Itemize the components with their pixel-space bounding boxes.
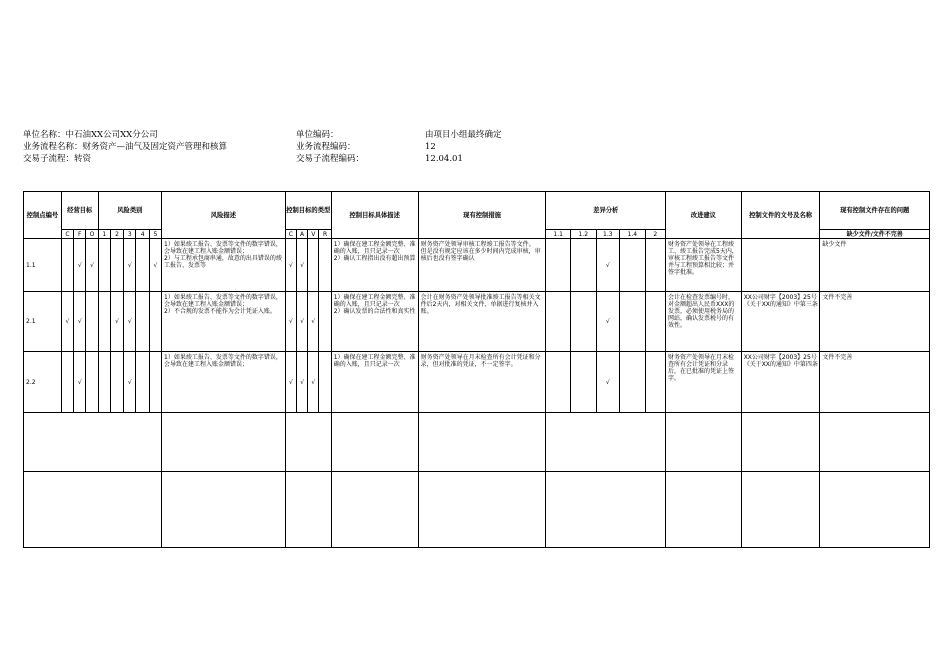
docs-cell	[741, 239, 820, 292]
ctype-check: √	[308, 292, 319, 352]
col-control-point: 控制点编号	[24, 192, 62, 239]
goal-desc-cell: 1）确保在建工程金额完整、准确的入账，且只记录一次	[331, 352, 418, 413]
sub-gap-1-2: 1.2	[570, 230, 596, 239]
risk-check	[149, 352, 161, 413]
empty-cell	[666, 472, 742, 548]
ctype-check: √	[296, 239, 307, 292]
measures-cell: 财务资产处领导在月末检查所有会计凭证和分录，但对批准的凭证，不一定签字。	[418, 352, 546, 413]
empty-cell	[331, 472, 418, 548]
sub-ctype-c: C	[285, 230, 296, 239]
unit-code-value: 由项目小组最终确定	[425, 130, 502, 140]
empty-cell	[741, 472, 820, 548]
goal-check	[61, 239, 73, 292]
goal-check	[86, 292, 98, 352]
risk-check	[98, 239, 110, 292]
issue-cell: 缺少文件	[820, 239, 930, 292]
gap-check: √	[596, 352, 620, 413]
gap-check	[546, 239, 571, 292]
unit-name: 单位名称：中石油XX公司XX分公司	[23, 130, 158, 140]
gap-check	[570, 292, 596, 352]
sub-gap-1-1: 1.1	[546, 230, 571, 239]
ctype-check: √	[285, 292, 296, 352]
risk-check	[136, 292, 149, 352]
gap-check	[645, 239, 665, 292]
risk-desc-cell: 1）如果竣工报告、发票等文件的数字错误，会导致在建工程入账金额错误；	[162, 352, 286, 413]
col-risk-type: 风险类别	[98, 192, 161, 230]
sub-goal-o: O	[86, 230, 98, 239]
gap-check	[620, 352, 646, 413]
measures-cell: 会计在财务资产处领导批准竣工报告等相关文件后2天内，对相关文件、单据进行复核并入账。	[418, 292, 546, 352]
control-matrix-table	[23, 191, 930, 548]
gap-check	[546, 352, 571, 413]
sub-ctype-v: V	[308, 230, 319, 239]
measures-cell: 财务资产处领导审核工程竣工报告等文件。 但是没有规定应该在多少时间内完成审核，审核后也没有签字确认	[418, 239, 546, 292]
gap-check: √	[596, 292, 620, 352]
sub-ctype-a: A	[296, 230, 307, 239]
empty-cell	[418, 472, 546, 548]
empty-cell	[418, 413, 546, 472]
empty-cell	[741, 413, 820, 472]
col-control-docs: 控制文件的文号及名称	[741, 192, 820, 239]
risk-check	[98, 292, 110, 352]
empty-cell	[285, 413, 331, 472]
process-name: 业务流程名称：财务资产—油气及固定资产管理和核算	[23, 142, 228, 152]
sub-risk-5: 5	[149, 230, 161, 239]
col-business-goal: 经营目标	[61, 192, 98, 230]
issue-cell: 文件不完善	[820, 352, 930, 413]
goal-check	[86, 352, 98, 413]
risk-check	[110, 239, 123, 292]
goal-check: √	[86, 239, 98, 292]
gap-check	[570, 239, 596, 292]
ctype-check: √	[308, 352, 319, 413]
gap-check	[645, 352, 665, 413]
suggestion-cell: 财务资产处领导在月末检查所有会计凭证和分录后，在已批准的凭证上签字。	[666, 352, 742, 413]
table-row	[24, 352, 930, 413]
empty-cell	[331, 413, 418, 472]
gap-check: √	[596, 239, 620, 292]
col-control-type: 控制目标的类型	[285, 192, 331, 230]
process-code-label: 业务流程编码：	[296, 142, 356, 152]
subprocess-code-label: 交易子流程编码：	[296, 154, 365, 164]
goal-desc-cell: 1）确保在建工程金额完整、准确的入账，且只记录一次 2）确认工程指出没有超出预算	[331, 239, 418, 292]
sub-ctype-r: R	[319, 230, 331, 239]
row-id: 1.1	[24, 239, 62, 292]
empty-row	[24, 472, 930, 548]
goal-check: √	[74, 292, 86, 352]
empty-cell	[162, 413, 286, 472]
risk-check	[136, 239, 149, 292]
risk-check: √	[124, 352, 136, 413]
col-doc-issues: 现有控制文件存在的问题	[820, 192, 930, 230]
empty-cell	[546, 472, 666, 548]
ctype-check: √	[285, 352, 296, 413]
goal-check: √	[74, 239, 86, 292]
risk-check	[149, 292, 161, 352]
risk-check: √	[124, 239, 136, 292]
empty-cell	[820, 472, 930, 548]
sub-gap-2: 2	[645, 230, 665, 239]
col-risk-desc: 风险描述	[162, 192, 286, 239]
empty-cell	[666, 413, 742, 472]
col-control-goal-desc: 控制目标具体描述	[331, 192, 418, 239]
empty-cell	[24, 472, 162, 548]
empty-cell	[820, 413, 930, 472]
empty-row	[24, 413, 930, 472]
col-suggestion: 改进建议	[666, 192, 742, 239]
sub-risk-2: 2	[110, 230, 123, 239]
ctype-check	[319, 352, 331, 413]
goal-desc-cell: 1）确保在建工程金额完整、准确的入账，且只记录一次 2）确认发票的合法性和真实性	[331, 292, 418, 352]
sub-gap-1-3: 1.3	[596, 230, 620, 239]
header-row	[24, 192, 930, 230]
gap-check	[645, 292, 665, 352]
gap-check	[546, 292, 571, 352]
risk-check: √	[110, 292, 123, 352]
risk-desc-cell: 1）如果竣工报告、发票等文件的数字错误，会导致在建工程入账金额错误； 2）与工程承包商串通，故意的出具错误的竣工报告、发票等	[162, 239, 286, 292]
sub-risk-1: 1	[98, 230, 110, 239]
goal-check: √	[74, 352, 86, 413]
risk-check	[98, 352, 110, 413]
ctype-check: √	[296, 292, 307, 352]
sub-doc-issue: 缺少文件/文件不完善	[820, 230, 930, 239]
subprocess-name: 交易子流程：转资	[23, 154, 92, 164]
risk-desc-cell: 1）如果竣工报告、发票等文件的数字错误，会导致在建工程入账金额错误； 2）不合规的发票不能作为会计凭证入账。	[162, 292, 286, 352]
risk-check: √	[124, 292, 136, 352]
docs-cell: XX公司财字【2003】25号《关于XX的通知》中第四条	[741, 352, 820, 413]
gap-check	[570, 352, 596, 413]
ctype-check	[319, 239, 331, 292]
col-gap-analysis: 差异分析	[546, 192, 666, 230]
unit-code-label: 单位编码：	[296, 130, 339, 140]
ctype-check: √	[296, 352, 307, 413]
sub-goal-f: F	[74, 230, 86, 239]
process-code-value: 12	[425, 142, 436, 152]
row-id: 2.1	[24, 292, 62, 352]
table-row	[24, 239, 930, 292]
goal-check	[61, 352, 73, 413]
ctype-check: √	[285, 239, 296, 292]
sub-gap-1-4: 1.4	[620, 230, 646, 239]
sub-risk-3: 3	[124, 230, 136, 239]
empty-cell	[546, 413, 666, 472]
docs-cell: XX公司财字【2003】25号《关于XX的通知》中第三条	[741, 292, 820, 352]
empty-cell	[162, 472, 286, 548]
gap-check	[620, 292, 646, 352]
row-id: 2.2	[24, 352, 62, 413]
subprocess-code-value: 12.04.01	[425, 154, 463, 164]
ctype-check	[308, 239, 319, 292]
risk-check	[110, 352, 123, 413]
ctype-check	[319, 292, 331, 352]
issue-cell: 文件不完善	[820, 292, 930, 352]
sub-goal-c: C	[61, 230, 73, 239]
risk-check: √	[149, 239, 161, 292]
sub-risk-4: 4	[136, 230, 149, 239]
table-row	[24, 292, 930, 352]
suggestion-cell: 会计在检查发票编号时，对金额超出人民币XXX的发票，必须使用税务局的网站，确认发票税号的有效性。	[666, 292, 742, 352]
risk-check	[136, 352, 149, 413]
gap-check	[620, 239, 646, 292]
col-existing-measures: 现有控制措施	[418, 192, 546, 239]
goal-check: √	[61, 292, 73, 352]
suggestion-cell: 财务资产处领导在工程竣工、竣工报告完成5天内，审核工程竣工报告等文件并与工程预算相比较；并签字批准。	[666, 239, 742, 292]
empty-cell	[24, 413, 162, 472]
empty-cell	[285, 472, 331, 548]
